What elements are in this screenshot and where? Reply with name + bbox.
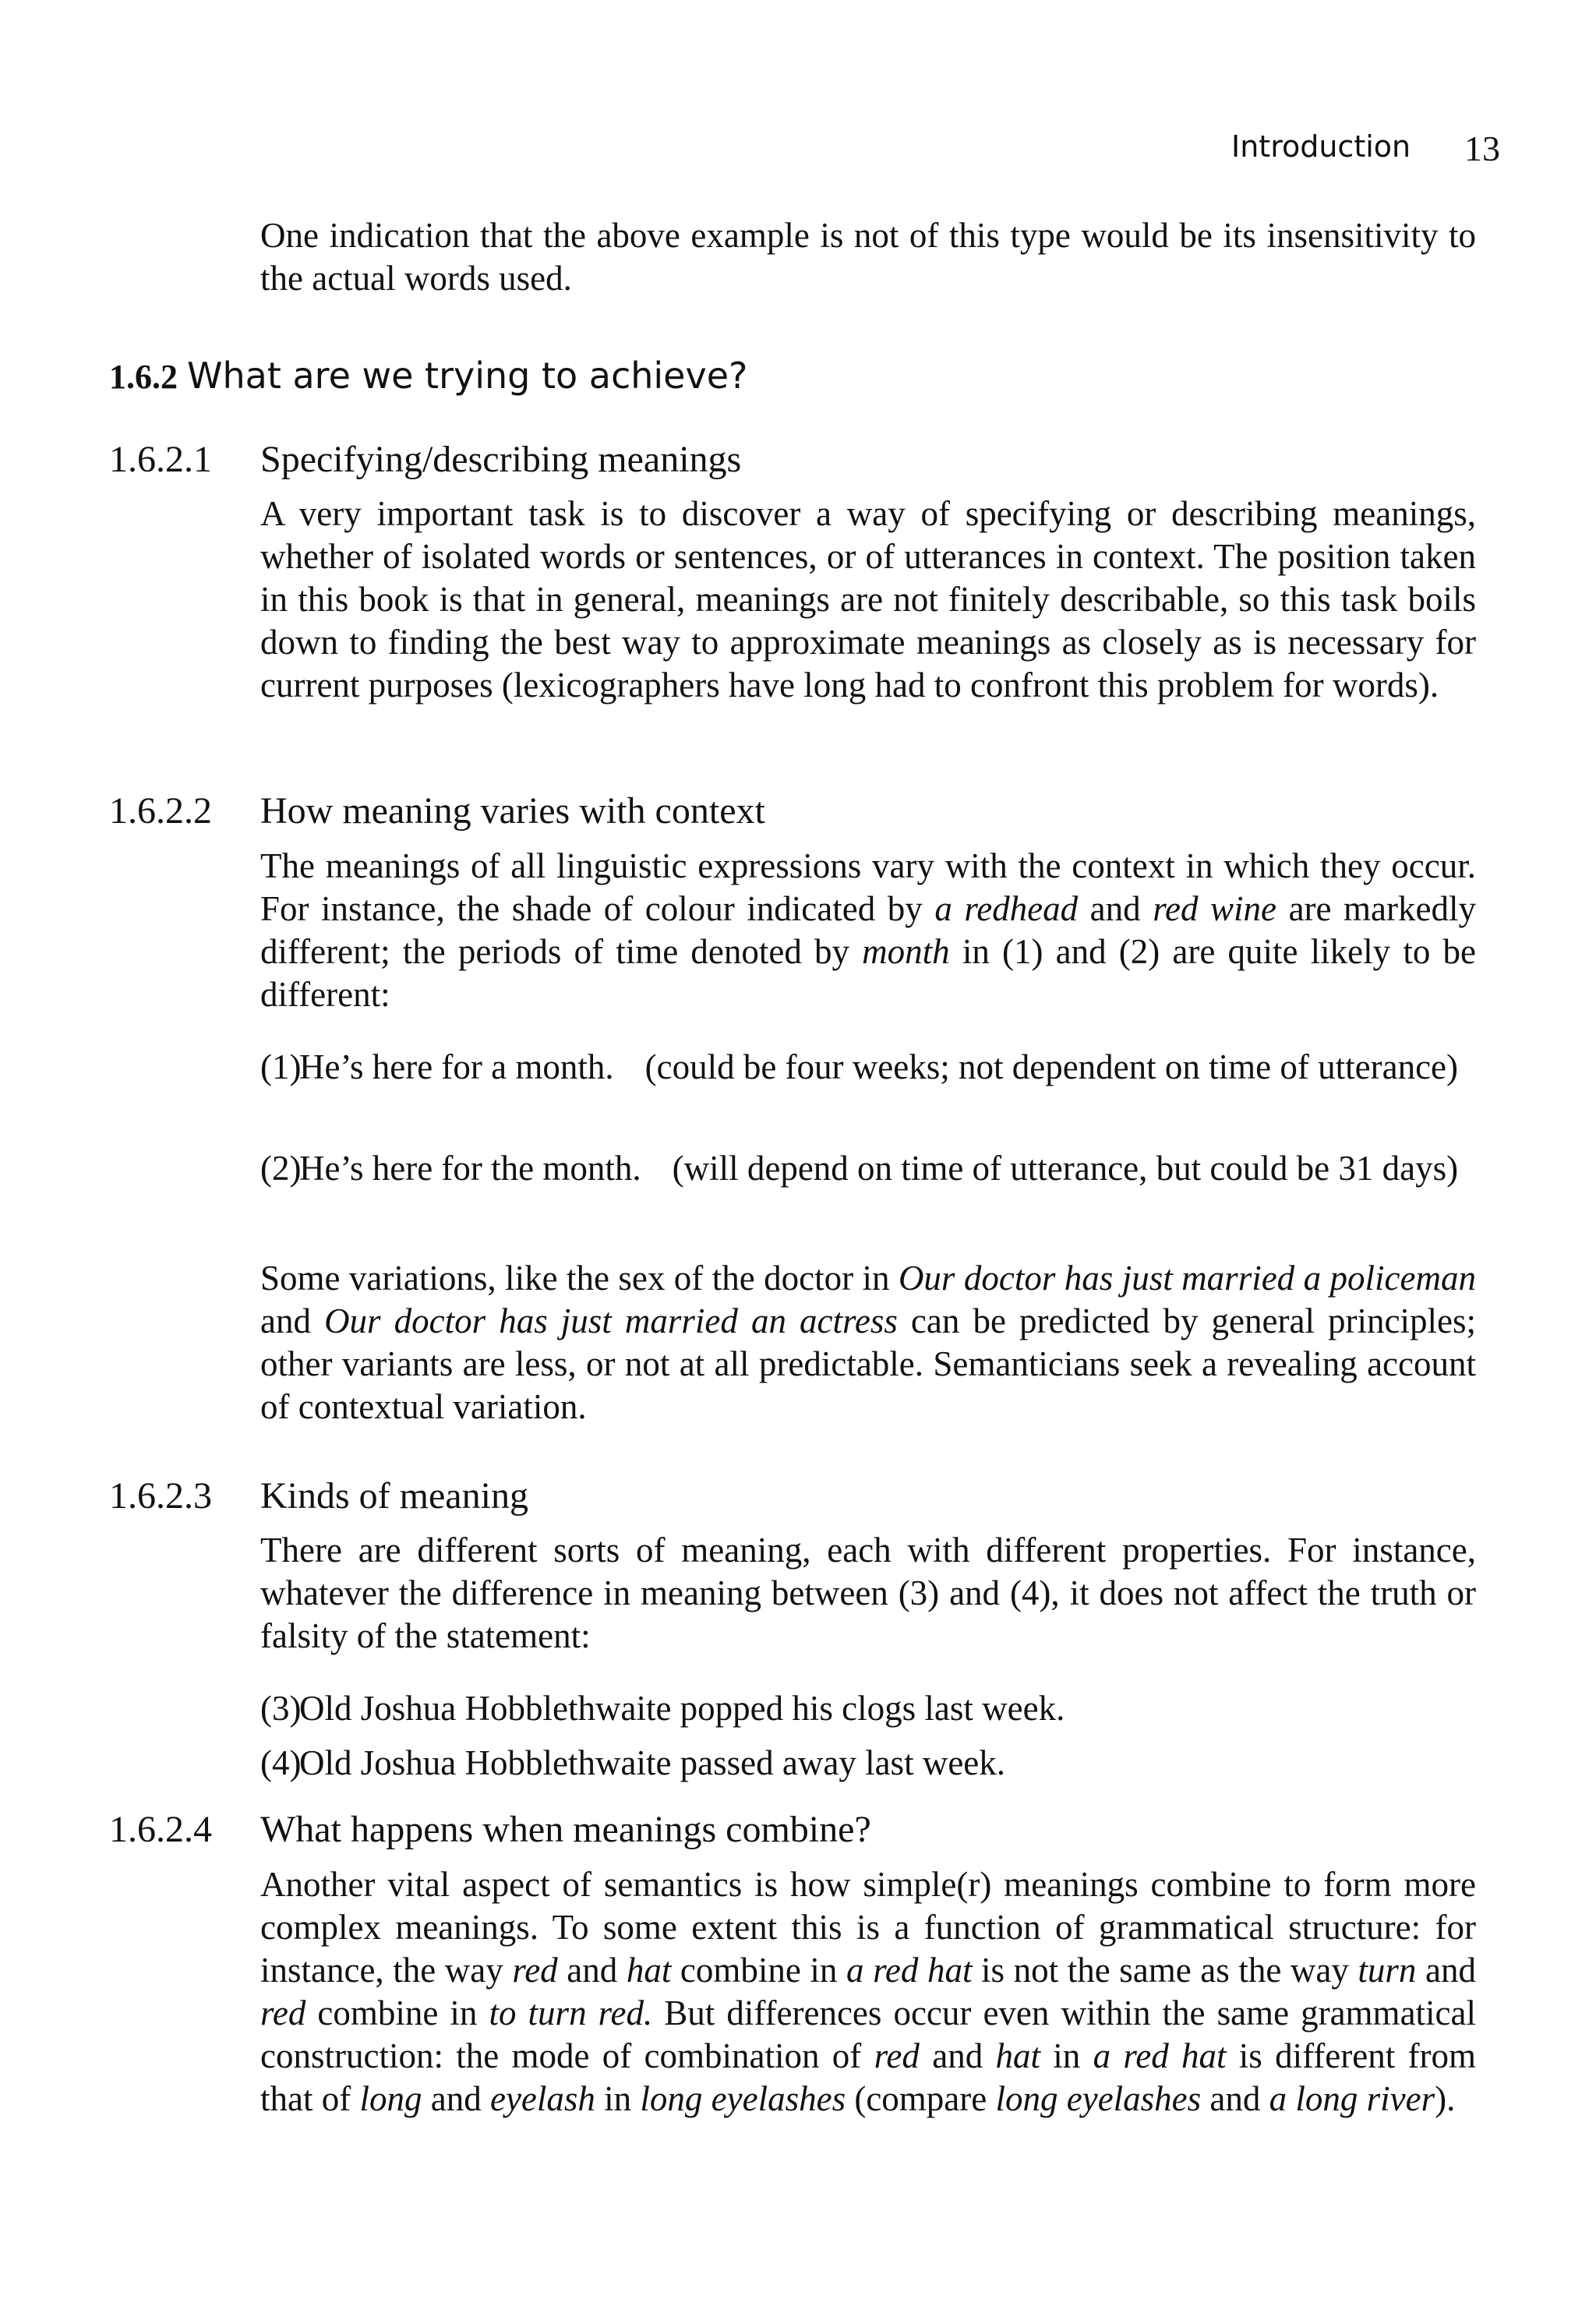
subsection-paragraph: Some variations, like the sex of the doctor in Our doctor has just married a policeman and Our doctor has just married an actress can be predicted by general principles; other variants are less, or not at all predictable. Semanticians seek a revealing account of contextual variation. xyxy=(260,1259,1476,1426)
subsection-paragraph: There are different sorts of meaning, each with different properties. For instance, whatever the difference in meaning between (3) and (4), it does not affect the truth or falsity of the statement: xyxy=(260,1531,1476,1655)
subsection-paragraph: The meanings of all linguistic expressions vary with the context in which they occur. For instance, the shade of colour indicated by a redhead and red wine are markedly different; the periods of time denoted by month in (1) and (2) are quite likely to be different: xyxy=(260,846,1476,1014)
subsection-heading xyxy=(109,1474,528,1517)
example-sentence: Old Joshua Hobblethwaite popped his clogs last week. xyxy=(299,1689,1065,1728)
intro-paragraph: One indication that the above example is not of this type would be its insensitivity to the actual words used. xyxy=(260,216,1476,298)
subsection-title: What happens when meanings combine? xyxy=(260,1809,871,1850)
section-title: What are we trying to achieve? xyxy=(187,355,748,397)
subsection-paragraph: A very important task is to discover a way of specifying or describing meanings, whether of isolated words or sentences, or of utterances in context. The position taken in this book is that in general, meanings are not finitely describable, so this task boils down to finding the best way to approximate meanings as closely as is necessary for current purposes (lexicographers have long had to confront this problem for words). xyxy=(260,494,1476,705)
page-number: 13 xyxy=(1464,129,1500,168)
running-head-title: Introduction xyxy=(1231,129,1411,164)
section-heading xyxy=(109,355,747,397)
section-number: 1.6.2 xyxy=(109,358,178,396)
example-sentence: He’s here for the month. xyxy=(299,1149,641,1188)
subsection-number: 1.6.2.4 xyxy=(109,1809,212,1850)
subsection-number: 1.6.2.1 xyxy=(109,439,212,480)
subsection-paragraph: Another vital aspect of semantics is how simple(r) meanings combine to form more complex meanings. To some extent this is a function of grammatical structure: for instance, the way red and hat combine in a red hat is not the same as the way turn and red combine in to turn red. But differences occur even within the same grammatical construction: the mode of combination of red and hat in a red hat is different from that of long and eyelash in long eyelashes (compare long eyelashes and a long river). xyxy=(260,1865,1476,2118)
subsection-heading xyxy=(109,1808,871,1851)
subsection-title: How meaning varies with context xyxy=(260,790,765,832)
example-number: (3) xyxy=(260,1689,302,1728)
subsection-title: Specifying/describing meanings xyxy=(260,439,742,480)
running-head xyxy=(1231,125,1500,171)
subsection-number: 1.6.2.3 xyxy=(109,1475,212,1517)
subsection-heading xyxy=(109,438,741,481)
example-sentence: Old Joshua Hobblethwaite passed away last week. xyxy=(299,1743,1006,1782)
example-number: (1) xyxy=(260,1047,302,1086)
example-comment: (will depend on time of utterance, but could be 31 days) xyxy=(672,1149,1459,1188)
example-sentence: He’s here for a month. xyxy=(299,1047,614,1086)
example-number: (4) xyxy=(260,1743,302,1782)
subsection-heading xyxy=(109,789,765,832)
subsection-title: Kinds of meaning xyxy=(260,1475,528,1517)
example-number: (2) xyxy=(260,1149,302,1188)
subsection-number: 1.6.2.2 xyxy=(109,790,212,832)
example-comment: (could be four weeks; not dependent on time of utterance) xyxy=(644,1047,1458,1086)
